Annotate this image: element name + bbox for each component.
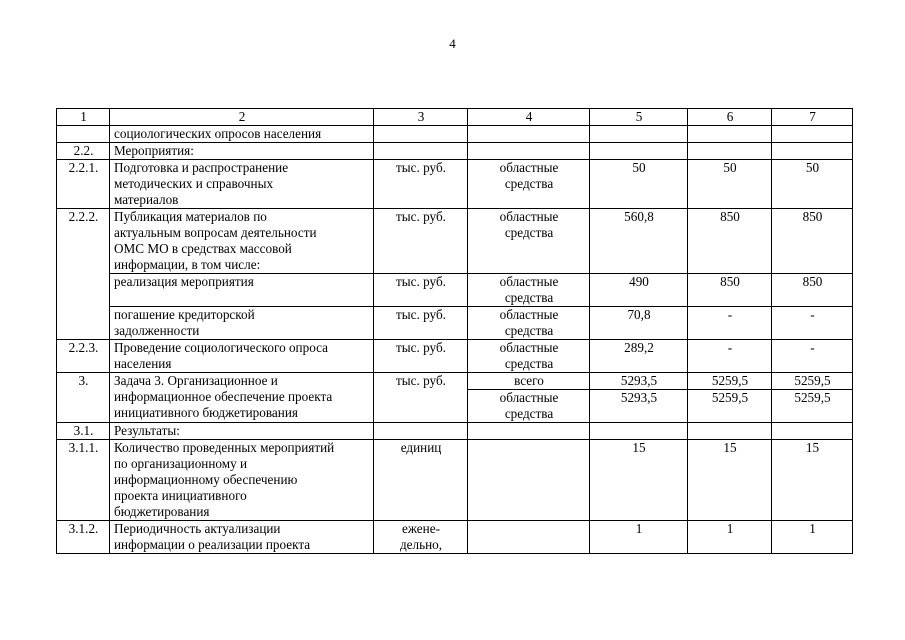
row-value-5: 289,2 [590, 340, 688, 373]
row-name: реализация мероприятия [110, 274, 374, 307]
row-value-6: 850 [688, 274, 772, 307]
row-name: Задача 3. Организационное и информационное обеспечение проекта инициативного бюджетирования [110, 373, 374, 423]
row-value-7: 15 [772, 440, 853, 521]
row-name: социологических опросов населения [110, 126, 374, 143]
row-source: областные средства [468, 340, 590, 373]
row-source: областные средства [468, 209, 590, 274]
row-source: областные средства [468, 390, 590, 423]
row-name: погашение кредиторской задолженности [110, 307, 374, 340]
row-name: Публикация материалов по актуальным вопросам деятельности ОМС МО в средствах массовой информации, в том числе: [110, 209, 374, 274]
row-source: всего [468, 373, 590, 390]
row-number: 2.2.1. [57, 160, 110, 209]
header-col-2: 2 [110, 109, 374, 126]
table-row [57, 274, 853, 307]
row-value-5: 50 [590, 160, 688, 209]
row-number: 3.1. [57, 423, 110, 440]
row-unit: тыс. руб. [374, 160, 468, 209]
table-row [57, 160, 853, 209]
row-unit: ежене- дельно, [374, 521, 468, 554]
row-value-5: 5293,5 [590, 390, 688, 423]
table-row [57, 209, 853, 274]
row-number: 3.1.1. [57, 440, 110, 521]
row-unit: единиц [374, 440, 468, 521]
row-value-7: 850 [772, 274, 853, 307]
row-value-7: 850 [772, 209, 853, 274]
row-value-5: 1 [590, 521, 688, 554]
row-value-5: 70,8 [590, 307, 688, 340]
row-value-7: 50 [772, 160, 853, 209]
header-col-5: 5 [590, 109, 688, 126]
table-row [57, 340, 853, 373]
row-value-6: 5259,5 [688, 373, 772, 390]
table-row [57, 440, 853, 521]
row-value-5: 15 [590, 440, 688, 521]
row-number: 2.2.2. [57, 209, 110, 340]
row-number: 2.2. [57, 143, 110, 160]
row-value-5: 490 [590, 274, 688, 307]
header-col-7: 7 [772, 109, 853, 126]
row-unit: тыс. руб. [374, 209, 468, 274]
row-value-7: 5259,5 [772, 373, 853, 390]
row-value-7: 5259,5 [772, 390, 853, 423]
row-value-6: - [688, 340, 772, 373]
row-source: областные средства [468, 274, 590, 307]
row-number: 3.1.2. [57, 521, 110, 554]
row-unit: тыс. руб. [374, 373, 468, 423]
row-value-7: - [772, 307, 853, 340]
budget-table [56, 108, 853, 554]
page-number: 4 [449, 36, 456, 51]
row-source [468, 521, 590, 554]
row-value-5: 5293,5 [590, 373, 688, 390]
row-value-6: 5259,5 [688, 390, 772, 423]
row-value-5: 560,8 [590, 209, 688, 274]
row-name: Результаты: [110, 423, 374, 440]
row-name: Мероприятия: [110, 143, 374, 160]
row-name: Проведение социологического опроса населения [110, 340, 374, 373]
table-row [57, 373, 853, 390]
row-value-7: 1 [772, 521, 853, 554]
row-name: Количество проведенных мероприятий по организационному и информационному обеспечению проекта инициативного бюджетирования [110, 440, 374, 521]
row-name: Подготовка и распространение методических и справочных материалов [110, 160, 374, 209]
row-unit [374, 126, 468, 143]
header-col-4: 4 [468, 109, 590, 126]
row-source: областные средства [468, 307, 590, 340]
header-col-3: 3 [374, 109, 468, 126]
row-number [57, 126, 110, 143]
row-unit: тыс. руб. [374, 274, 468, 307]
row-value-7 [772, 126, 853, 143]
row-value-6: 850 [688, 209, 772, 274]
row-unit: тыс. руб. [374, 307, 468, 340]
table-row [57, 521, 853, 554]
table-row [57, 423, 853, 440]
row-source: областные средства [468, 160, 590, 209]
table-row [57, 143, 853, 160]
row-value-6: 1 [688, 521, 772, 554]
row-value-6 [688, 126, 772, 143]
row-name: Периодичность актуализации информации о реализации проекта [110, 521, 374, 554]
header-col-1: 1 [57, 109, 110, 126]
row-value-5 [590, 126, 688, 143]
row-unit: тыс. руб. [374, 340, 468, 373]
row-number: 3. [57, 373, 110, 423]
table-row [57, 307, 853, 340]
header-row [57, 109, 853, 126]
row-value-7: - [772, 340, 853, 373]
row-source [468, 440, 590, 521]
table-row [57, 126, 853, 143]
row-source [468, 126, 590, 143]
header-col-6: 6 [688, 109, 772, 126]
row-value-6: 15 [688, 440, 772, 521]
row-value-6: 50 [688, 160, 772, 209]
row-value-6: - [688, 307, 772, 340]
row-number: 2.2.3. [57, 340, 110, 373]
